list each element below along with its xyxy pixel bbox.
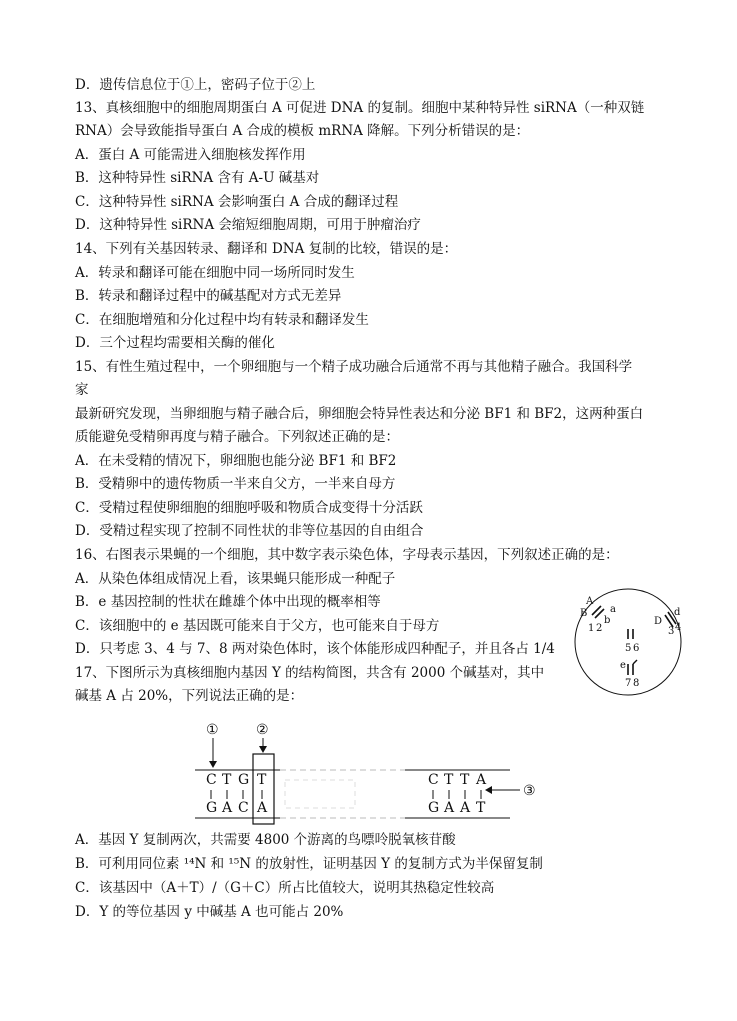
q15-stem-line1: 15、有性生殖过程中，一个卵细胞与一个精子成功融合后通常不再与其他精子融合。我国科学 xyxy=(75,359,633,375)
base-bottom-2: A xyxy=(222,800,233,816)
q14-option-d: D．三个过程均需要相关酶的催化 xyxy=(75,335,275,351)
chromosome-number-2: 2 xyxy=(596,623,603,634)
base-bottom-1: G xyxy=(206,800,218,816)
gene-label-B: B xyxy=(580,608,588,619)
marker-1: ① xyxy=(206,722,219,738)
chromosome-number-7: 7 xyxy=(625,678,632,689)
chromosome-number-1: 1 xyxy=(588,623,595,634)
base-top-4: T xyxy=(257,772,267,788)
q16-option-b: B．e 基因控制的性状在雌雄个体中出现的概率相等 xyxy=(75,594,381,610)
chromosome-number-3: 3 xyxy=(668,626,675,637)
q13-option-a: A．蛋白 A 可能需进入细胞核发挥作用 xyxy=(75,147,306,163)
base-bottom-right-3: A xyxy=(460,800,471,816)
base-bottom-right-2: A xyxy=(444,800,455,816)
chromosome-number-8: 8 xyxy=(633,678,640,689)
gene-label-A: A xyxy=(586,596,594,607)
base-bottom-3: C xyxy=(238,800,249,816)
base-bottom-right-4: T xyxy=(476,800,486,816)
gene-y-structure-figure xyxy=(190,718,550,828)
q16-option-d: D．只考虑 3、4 与 7、8 两对染色体时，该个体能形成四种配子，并且各占 1/4 xyxy=(75,641,555,657)
q14-option-a: A．转录和翻译可能在细胞中同一场所同时发生 xyxy=(75,265,355,281)
gene-label-e: e xyxy=(620,660,626,671)
q13-option-c: C．这种特异性 siRNA 会影响蛋白 A 合成的翻译过程 xyxy=(75,194,399,210)
q16-stem: 16、右图表示果蝇的一个细胞，其中数字表示染色体，字母表示基因，下列叙述正确的是： xyxy=(75,547,619,563)
marker-2: ② xyxy=(256,722,269,738)
q16-option-a: A．从染色体组成情况上看，该果蝇只能形成一种配子 xyxy=(75,571,396,587)
base-bottom-4: A xyxy=(257,800,268,816)
chromosome-number-4: 4 xyxy=(675,622,682,633)
q16-option-c: C．该细胞中的 e 基因既可能来自于父方，也可能来自于母方 xyxy=(75,618,440,634)
base-top-right-1: C xyxy=(428,772,439,788)
base-top-right-3: T xyxy=(460,772,470,788)
q14-stem: 14、下列有关基因转录、翻译和 DNA 复制的比较，错误的是： xyxy=(75,241,458,257)
q15-stem-line4: 质能避免受精卵再度与精子融合。下列叙述正确的是： xyxy=(75,429,399,445)
q17-option-b: B．可利用同位素 ¹⁴N 和 ¹⁵N 的放射性，证明基因 Y 的复制方式为半保留复制 xyxy=(75,856,543,872)
base-top-1: C xyxy=(206,772,217,788)
gene-label-D: D xyxy=(654,616,663,627)
q15-stem-line2: 家 xyxy=(75,382,89,398)
base-bottom-right-1: G xyxy=(428,800,440,816)
q17-option-d: D．Y 的等位基因 y 中碱基 A 也可能占 20% xyxy=(75,904,344,920)
marker-3: ③ xyxy=(523,783,536,799)
q13-stem-line1: 13、真核细胞中的细胞周期蛋白 A 可促进 DNA 的复制。细胞中某种特异性 siRNA（一种双链 xyxy=(75,100,645,116)
fruit-fly-cell-figure xyxy=(572,586,684,698)
q17-stem-line2: 碱基 A 占 20%，下列说法正确的是： xyxy=(75,688,304,704)
gene-label-b: b xyxy=(604,615,611,626)
base-top-right-4: A xyxy=(476,772,487,788)
q15-option-a: A．在未受精的情况下，卵细胞也能分泌 BF1 和 BF2 xyxy=(75,453,397,469)
q17-option-a: A．基因 Y 复制两次，共需要 4800 个游离的鸟嘌呤脱氧核苷酸 xyxy=(75,832,456,848)
q15-option-d: D．受精过程实现了控制不同性状的非等位基因的自由组合 xyxy=(75,523,424,539)
base-top-right-2: T xyxy=(444,772,454,788)
chromosome-number-5: 5 xyxy=(625,643,632,654)
q13-option-b: B．这种特异性 siRNA 含有 A-U 碱基对 xyxy=(75,170,320,186)
q17-stem-line1: 17、下图所示为真核细胞内基因 Y 的结构简图，共含有 2000 个碱基对，其中 xyxy=(75,665,545,681)
gene-label-d: d xyxy=(674,607,681,618)
q13-stem-line2: RNA）会导致能指导蛋白 A 合成的模板 mRNA 降解。下列分析错误的是： xyxy=(75,123,530,139)
q13-option-d: D．这种特异性 siRNA 会缩短细胞周期，可用于肿瘤治疗 xyxy=(75,217,421,233)
q12-option-d: D．遗传信息位于①上，密码子位于②上 xyxy=(75,77,316,93)
q15-option-c: C．受精过程使卵细胞的细胞呼吸和物质合成变得十分活跃 xyxy=(75,500,423,516)
base-top-3: G xyxy=(238,772,250,788)
q15-stem-line3: 最新研究发现，当卵细胞与精子融合后，卵细胞会特异性表达和分泌 BF1 和 BF2，这两种蛋白 xyxy=(75,406,644,422)
q15-option-b: B．受精卵中的遗传物质一半来自父方，一半来自母方 xyxy=(75,476,396,492)
q14-option-c: C．在细胞增殖和分化过程中均有转录和翻译发生 xyxy=(75,312,369,328)
base-top-2: T xyxy=(222,772,232,788)
q14-option-b: B．转录和翻译过程中的碱基配对方式无差异 xyxy=(75,288,342,304)
chromosome-number-6: 6 xyxy=(633,643,640,654)
q17-option-c: C．该基因中（A＋T）/（G＋C）所占比值较大，说明其热稳定性较高 xyxy=(75,880,495,896)
gene-label-a: a xyxy=(610,604,616,615)
